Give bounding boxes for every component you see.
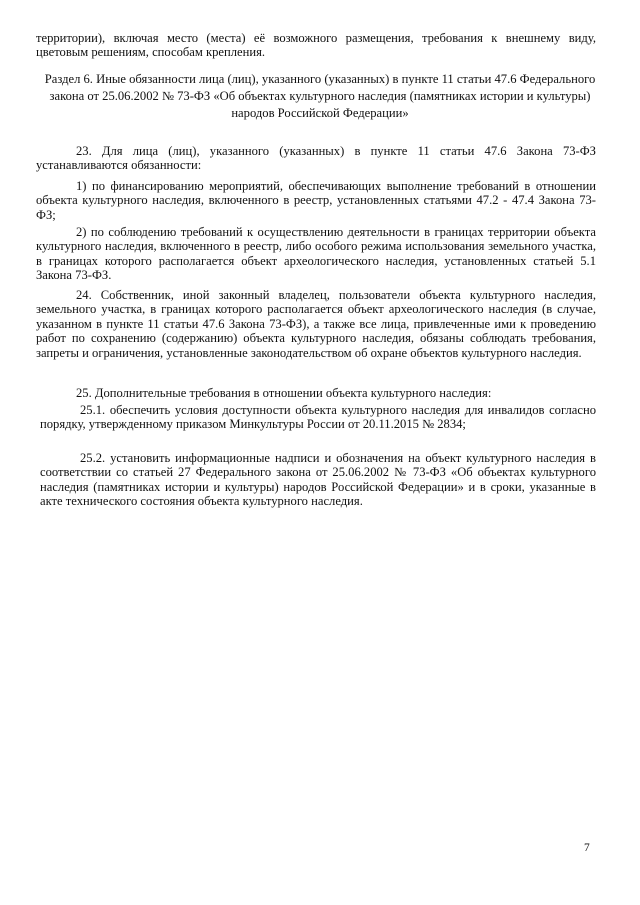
paragraph-23: 23. Для лица (лиц), указанного (указанных) в пункте 11 статьи 47.6 Закона 73-ФЗ устанавливаются обязанности: — [36, 144, 596, 173]
paragraph-23-1: 1) по финансированию мероприятий, обеспечивающих выполнение требований в отношении объекта культурного наследия, включенного в реестр, установленных статьями 47.2 - 47.4 Закона 73-ФЗ; — [36, 179, 596, 222]
section-heading: Раздел 6. Иные обязанности лица (лиц), указанного (указанных) в пункте 11 статьи 47.6 Федерального закона от 25.06.2002 № 73-ФЗ «Об объектах культурного наследия (памятниках истории и культуры) народов Российской Федерации» — [44, 72, 596, 120]
page-number: 7 — [584, 842, 590, 854]
paragraph-25: 25. Дополнительные требования в отношении объекта культурного наследия: — [76, 386, 492, 400]
opening-paragraph: территории), включая место (места) её возможного размещения, требования к внешнему виду, цветовым решениям, способам крепления. — [36, 31, 596, 60]
paragraph-25-2: 25.2. установить информационные надписи и обозначения на объект культурного наследия в соответствии со статьей 27 Федерального закона от 25.06.2002 № 73-ФЗ «Об объектах культурного наследия (памятниках истории и культуры) народов Российской Федерации» и в сроки, указанные в акте технического состояния объекта культурного наследия. — [40, 451, 596, 509]
paragraph-25-1: 25.1. обеспечить условия доступности объекта культурного наследия для инвалидов согласно порядку, утвержденному приказом Минкультуры России от 20.11.2015 № 2834; — [40, 403, 596, 432]
paragraph-24: 24. Собственник, иной законный владелец, пользователи объекта культурного наследия, земельного участка, в границах которого располагается объект археологического наследия (в случае, указанном в пункте 11 статьи 47.6 Закона 73-ФЗ), а также все лица, привлеченные ими к проведению работ по сохранению (содержанию) объекта культурного наследия, обязаны соблюдать требования, запреты и ограничения, установленные законодательством об охране объектов культурного наследия. — [36, 288, 596, 360]
paragraph-23-2: 2) по соблюдению требований к осуществлению деятельности в границах территории объекта культурного наследия, включенного в реестр, либо особого режима использования земельного участка, в границах которого располагается объект археологического наследия, установленных статьей 5.1 Закона 73-ФЗ. — [36, 225, 596, 283]
